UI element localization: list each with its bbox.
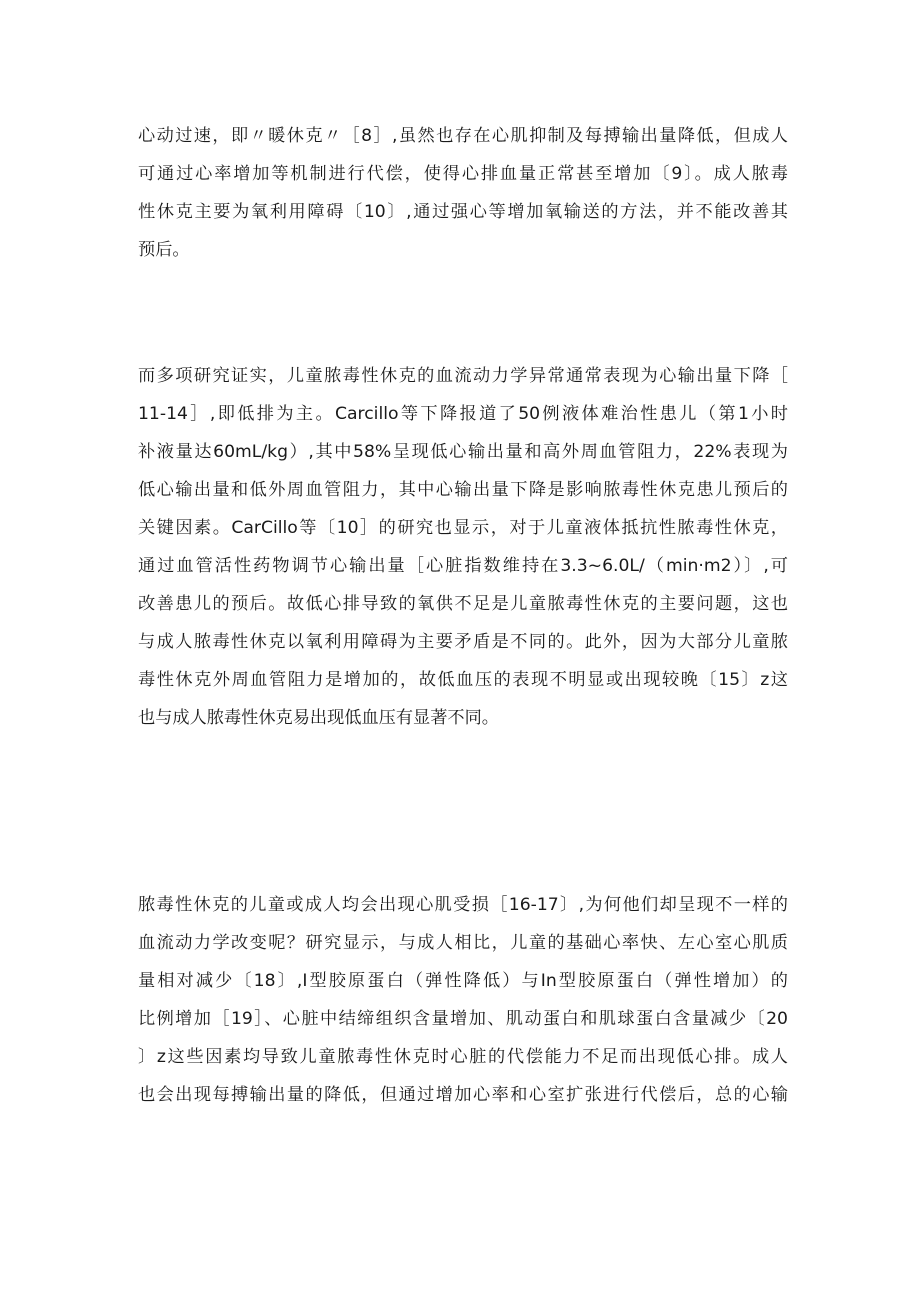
text-line: 毒性休克外周血管阻力是增加的，故低血压的表现不明显或出现较晚〔15〕z这	[138, 670, 788, 690]
text-line: 也会出现每搏输出量的降低，但通过增加心率和心室扩张进行代偿后，总的心输	[138, 1085, 788, 1105]
text-line: 补液量达60mL/kg）,其中58%呈现低心输出量和高外周血管阻力，22%表现为	[138, 442, 788, 462]
text-line: 通过血管活性药物调节心输出量［心脏指数维持在3.3~6.0L/（min·m2）〕,可	[138, 556, 788, 576]
text-line: 量相对减少〔18〕,I型胶原蛋白（弹性降低）与In型胶原蛋白（弹性增加）的	[138, 971, 788, 991]
text-line: 与成人脓毒性休克以氧利用障碍为主要矛盾是不同的。此外，因为大部分儿童脓	[138, 632, 788, 652]
paragraph-3	[138, 886, 788, 1114]
text-line: 心动过速，即〃暖休克〃［8］,虽然也存在心肌抑制及每搏输出量降低，但成人	[138, 126, 788, 146]
text-line: 关键因素。CarCillo等〔10］的研究也显示，对于儿童液体抵抗性脓毒性休克，	[138, 518, 788, 538]
text-line: 〕z这些因素均导致儿童脓毒性休克时心脏的代偿能力不足而出现低心排。成人	[138, 1047, 788, 1067]
text-line: 预后。	[138, 240, 190, 260]
text-line: 也与成人脓毒性休克易出现低血压有显著不同。	[138, 708, 499, 728]
text-line: 比例增加［19］、心脏中结缔组织含量增加、肌动蛋白和肌球蛋白含量减少〔20	[138, 1009, 788, 1029]
text-line: 低心输出量和低外周血管阻力，其中心输出量下降是影响脓毒性休克患儿预后的	[138, 480, 788, 500]
text-line: 而多项研究证实，儿童脓毒性休克的血流动力学异常通常表现为心输出量下降［	[138, 366, 788, 386]
text-line: 改善患儿的预后。故低心排导致的氧供不足是儿童脓毒性休克的主要问题，这也	[138, 594, 788, 614]
paragraph-1	[138, 117, 788, 269]
text-line: 脓毒性休克的儿童或成人均会出现心肌受损［16-17〕,为何他们却呈现不一样的	[138, 895, 788, 915]
text-line: 11-14］,即低排为主。Carcillo等下降报道了50例液体难治性患儿（第1小时	[138, 404, 788, 424]
text-line: 血流动力学改变呢？研究显示，与成人相比，儿童的基础心率快、左心室心肌质	[138, 933, 788, 953]
text-line: 可通过心率增加等机制进行代偿，使得心排血量正常甚至增加〔9〕。成人脓毒	[138, 164, 788, 184]
text-line: 性休克主要为氧利用障碍〔10〕,通过强心等增加氧输送的方法，并不能改善其	[138, 202, 788, 222]
paragraph-2	[138, 357, 788, 737]
